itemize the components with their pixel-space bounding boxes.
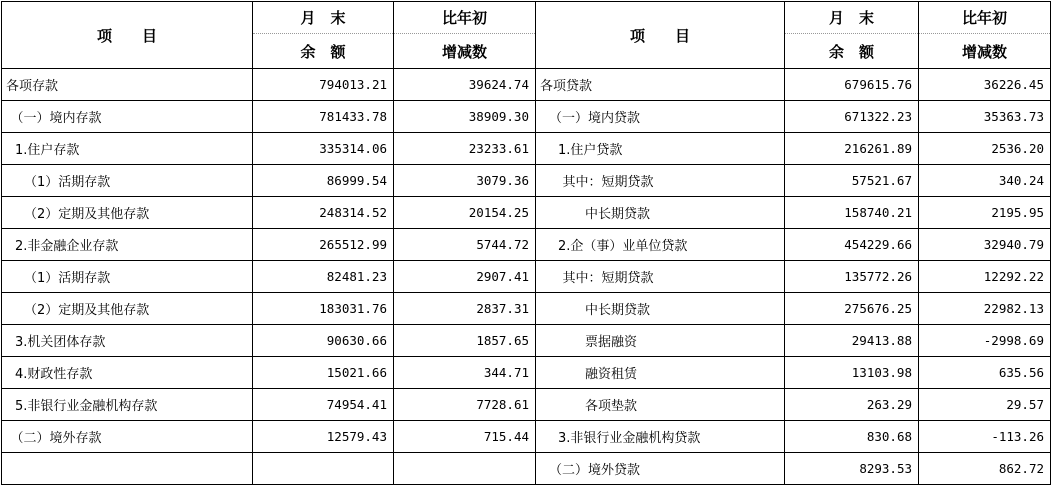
right-item-label: （一）境内贷款 bbox=[536, 101, 785, 133]
table-row bbox=[2, 293, 1051, 325]
right-change-value: 36226.45 bbox=[919, 69, 1051, 101]
right-change-value: 35363.73 bbox=[919, 101, 1051, 133]
left-item-label: 1.住户存款 bbox=[2, 133, 253, 165]
header-row-1 bbox=[2, 2, 1051, 34]
left-balance-header-top: 月 末 bbox=[253, 2, 394, 34]
table-row bbox=[2, 133, 1051, 165]
right-item-label: 其中：短期贷款 bbox=[536, 165, 785, 197]
left-balance-value: 82481.23 bbox=[253, 261, 394, 293]
right-balance-value: 679615.76 bbox=[785, 69, 919, 101]
left-balance-value: 335314.06 bbox=[253, 133, 394, 165]
right-balance-value: 57521.67 bbox=[785, 165, 919, 197]
table-row bbox=[2, 421, 1051, 453]
left-balance-value: 248314.52 bbox=[253, 197, 394, 229]
right-change-value: 22982.13 bbox=[919, 293, 1051, 325]
right-balance-value: 830.68 bbox=[785, 421, 919, 453]
left-item-label: （1）活期存款 bbox=[2, 261, 253, 293]
right-balance-value: 454229.66 bbox=[785, 229, 919, 261]
right-change-value: 340.24 bbox=[919, 165, 1051, 197]
left-balance-value: 781433.78 bbox=[253, 101, 394, 133]
right-item-label: 1.住户贷款 bbox=[536, 133, 785, 165]
right-change-value: 12292.22 bbox=[919, 261, 1051, 293]
left-change-value: 7728.61 bbox=[394, 389, 536, 421]
left-change-value bbox=[394, 453, 536, 485]
right-change-value: -2998.69 bbox=[919, 325, 1051, 357]
right-change-value: 862.72 bbox=[919, 453, 1051, 485]
right-item-label: 3.非银行业金融机构贷款 bbox=[536, 421, 785, 453]
left-balance-value: 183031.76 bbox=[253, 293, 394, 325]
table-row bbox=[2, 197, 1051, 229]
left-change-value: 2837.31 bbox=[394, 293, 536, 325]
right-balance-header-top: 月 末 bbox=[785, 2, 919, 34]
left-change-value: 1857.65 bbox=[394, 325, 536, 357]
right-change-value: -113.26 bbox=[919, 421, 1051, 453]
left-balance-value bbox=[253, 453, 394, 485]
left-change-value: 2907.41 bbox=[394, 261, 536, 293]
table-row bbox=[2, 325, 1051, 357]
table-row bbox=[2, 261, 1051, 293]
table-row bbox=[2, 453, 1051, 485]
right-change-value: 32940.79 bbox=[919, 229, 1051, 261]
right-change-value: 635.56 bbox=[919, 357, 1051, 389]
left-change-value: 39624.74 bbox=[394, 69, 536, 101]
right-item-label: 中长期贷款 bbox=[536, 293, 785, 325]
left-item-label: （二）境外存款 bbox=[2, 421, 253, 453]
left-change-header-top: 比年初 bbox=[394, 2, 536, 34]
left-item-label: （一）境内存款 bbox=[2, 101, 253, 133]
right-item-label: 融资租赁 bbox=[536, 357, 785, 389]
right-item-label: 其中：短期贷款 bbox=[536, 261, 785, 293]
left-change-value: 20154.25 bbox=[394, 197, 536, 229]
right-balance-header-bottom: 余 额 bbox=[785, 34, 919, 69]
right-change-header-top: 比年初 bbox=[919, 2, 1051, 34]
table-row bbox=[2, 229, 1051, 261]
left-change-header-bottom: 增减数 bbox=[394, 34, 536, 69]
right-change-value: 29.57 bbox=[919, 389, 1051, 421]
right-item-label: 2.企（事）业单位贷款 bbox=[536, 229, 785, 261]
right-change-header-bottom: 增减数 bbox=[919, 34, 1051, 69]
right-item-label: 票据融资 bbox=[536, 325, 785, 357]
table-row bbox=[2, 357, 1051, 389]
right-balance-value: 8293.53 bbox=[785, 453, 919, 485]
left-item-label: （2）定期及其他存款 bbox=[2, 293, 253, 325]
left-change-value: 3079.36 bbox=[394, 165, 536, 197]
left-item-header: 项 目 bbox=[2, 2, 253, 69]
left-item-label: 5.非银行业金融机构存款 bbox=[2, 389, 253, 421]
right-balance-value: 263.29 bbox=[785, 389, 919, 421]
left-change-value: 5744.72 bbox=[394, 229, 536, 261]
left-balance-value: 265512.99 bbox=[253, 229, 394, 261]
right-item-label: 各项垫款 bbox=[536, 389, 785, 421]
table-row bbox=[2, 389, 1051, 421]
left-item-label bbox=[2, 453, 253, 485]
right-balance-value: 671322.23 bbox=[785, 101, 919, 133]
left-change-value: 38909.30 bbox=[394, 101, 536, 133]
right-change-value: 2195.95 bbox=[919, 197, 1051, 229]
left-balance-value: 90630.66 bbox=[253, 325, 394, 357]
left-item-label: （2）定期及其他存款 bbox=[2, 197, 253, 229]
left-balance-value: 86999.54 bbox=[253, 165, 394, 197]
right-item-header: 项 目 bbox=[536, 2, 785, 69]
right-balance-value: 29413.88 bbox=[785, 325, 919, 357]
right-balance-value: 158740.21 bbox=[785, 197, 919, 229]
right-balance-value: 13103.98 bbox=[785, 357, 919, 389]
table-row bbox=[2, 165, 1051, 197]
left-balance-value: 794013.21 bbox=[253, 69, 394, 101]
table-row bbox=[2, 69, 1051, 101]
left-item-label: 4.财政性存款 bbox=[2, 357, 253, 389]
left-change-value: 715.44 bbox=[394, 421, 536, 453]
left-change-value: 23233.61 bbox=[394, 133, 536, 165]
right-balance-value: 216261.89 bbox=[785, 133, 919, 165]
right-change-value: 2536.20 bbox=[919, 133, 1051, 165]
left-change-value: 344.71 bbox=[394, 357, 536, 389]
right-item-label: （二）境外贷款 bbox=[536, 453, 785, 485]
left-balance-value: 15021.66 bbox=[253, 357, 394, 389]
left-balance-value: 12579.43 bbox=[253, 421, 394, 453]
right-item-label: 中长期贷款 bbox=[536, 197, 785, 229]
left-item-label: （1）活期存款 bbox=[2, 165, 253, 197]
left-item-label: 各项存款 bbox=[2, 69, 253, 101]
right-item-label: 各项贷款 bbox=[536, 69, 785, 101]
right-balance-value: 275676.25 bbox=[785, 293, 919, 325]
left-item-label: 2.非金融企业存款 bbox=[2, 229, 253, 261]
left-item-label: 3.机关团体存款 bbox=[2, 325, 253, 357]
right-balance-value: 135772.26 bbox=[785, 261, 919, 293]
left-balance-header-bottom: 余 额 bbox=[253, 34, 394, 69]
deposit-loan-table bbox=[1, 1, 1051, 485]
table-row bbox=[2, 101, 1051, 133]
left-balance-value: 74954.41 bbox=[253, 389, 394, 421]
